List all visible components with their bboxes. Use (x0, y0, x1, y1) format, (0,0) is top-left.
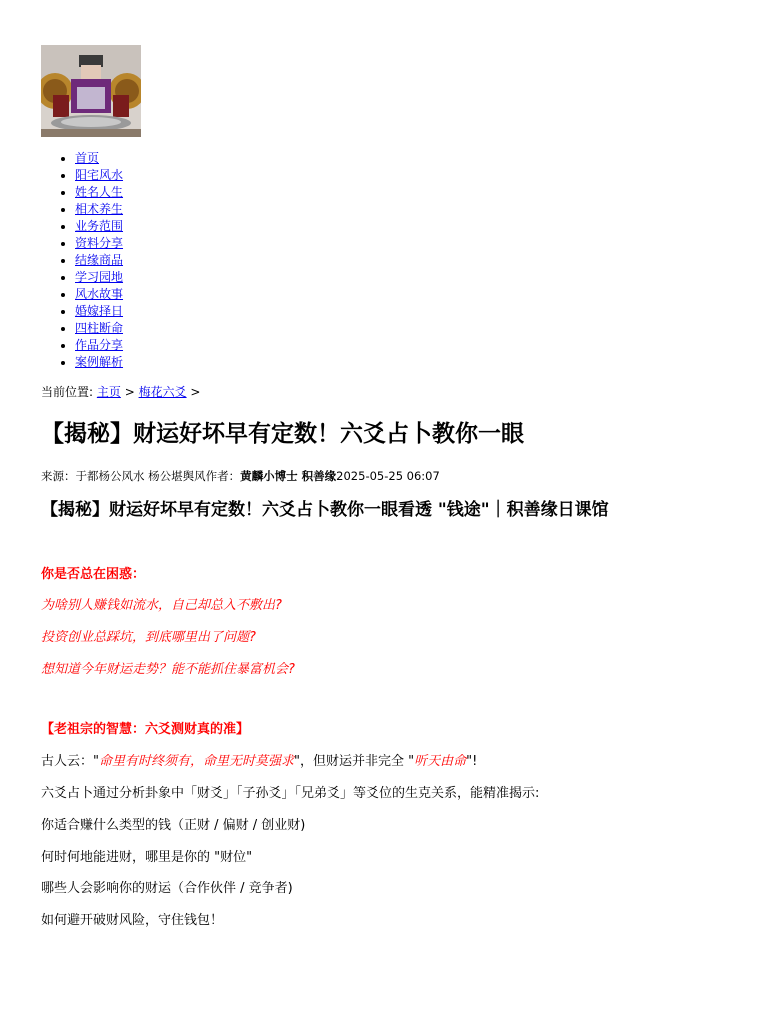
nav-item (75, 320, 123, 337)
nav-link-home[interactable]: 首页 (75, 151, 100, 165)
quote-paragraph (41, 753, 477, 771)
paragraph: 六爻占卜通过分析卦象中「财爻」「子孙爻」「兄弟爻」等爻位的生克关系，能精准揭示: (41, 786, 540, 801)
nav-link-wedding-dates[interactable]: 婚嫁择日 (75, 304, 124, 318)
quote-end: "! (466, 754, 478, 769)
breadcrumb (41, 384, 200, 400)
main-nav (43, 150, 123, 371)
nav-item (75, 269, 123, 286)
section-heading: 【老祖宗的智慧：六爻测财真的准】 (41, 722, 250, 737)
quote-text: 命里有时终须有，命里无时莫强求 (98, 754, 294, 769)
quote-prefix: 古人云：" (41, 754, 99, 769)
nav-item (75, 150, 123, 167)
breadcrumb-home-link[interactable]: 主页 (96, 385, 121, 399)
question-2: 投资创业总踩坑，到底哪里出了问题? (41, 630, 256, 645)
nav-link-products[interactable]: 结缘商品 (75, 253, 124, 267)
article-source: 来源：于都杨公风水 杨公堪舆风作者： (41, 469, 241, 483)
point-1: 你适合赚什么类型的钱（正财 / 偏财 / 创业财) (41, 818, 306, 833)
nav-link-yangzhai-fengshui[interactable]: 阳宅风水 (75, 168, 124, 182)
nav-link-learning[interactable]: 学习园地 (75, 270, 124, 284)
breadcrumb-prefix: 当前位置: (41, 385, 97, 399)
nav-item (75, 184, 123, 201)
nav-link-works[interactable]: 作品分享 (75, 338, 124, 352)
nav-item (75, 337, 123, 354)
point-4: 如何避开破财风险，守住钱包！ (41, 913, 224, 928)
nav-link-four-pillars[interactable]: 四柱断命 (75, 321, 124, 335)
article-meta (41, 468, 440, 484)
nav-link-services[interactable]: 业务范围 (75, 219, 124, 233)
article-date: 2025-05-25 06:07 (336, 469, 440, 483)
nav-item (75, 354, 123, 371)
article-subtitle: 【揭秘】财运好坏早有定数！六爻占卜教你一眼看透 "钱途"｜积善缘日课馆 (41, 500, 609, 520)
breadcrumb-separator: > (186, 385, 201, 399)
question-3: 想知道今年财运走势？能不能抓住暴富机会? (41, 662, 295, 677)
nav-link-resources[interactable]: 资料分享 (75, 236, 124, 250)
nav-item (75, 235, 123, 252)
point-3: 哪些人会影响你的财运（合作伙伴 / 竞争者) (41, 881, 293, 896)
question-heading: 你是否总在困惑： (41, 567, 146, 582)
nav-link-stories[interactable]: 风水故事 (75, 287, 124, 301)
point-2: 何时何地能进财，哪里是你的 "财位" (41, 850, 253, 865)
breadcrumb-category-link[interactable]: 梅花六爻 (138, 385, 187, 399)
nav-link-name-life[interactable]: 姓名人生 (75, 185, 124, 199)
nav-link-physiognomy[interactable]: 相术养生 (75, 202, 124, 216)
nav-item (75, 303, 123, 320)
question-1: 为啥别人赚钱如流水，自己却总入不敷出? (41, 598, 282, 613)
site-logo-image[interactable] (41, 45, 141, 137)
article-author: 黄麟小博士 积善缘 (240, 469, 337, 483)
nav-item (75, 286, 123, 303)
breadcrumb-separator: > (120, 385, 139, 399)
nav-item (75, 218, 123, 235)
quote-middle: "，但财运并非完全 " (294, 754, 415, 769)
nav-item (75, 201, 123, 218)
nav-link-cases[interactable]: 案例解析 (75, 355, 124, 369)
quote-text-2: 听天由命 (414, 754, 467, 769)
article-title: 【揭秘】财运好坏早有定数！六爻占卜教你一眼 (41, 421, 524, 447)
nav-item (75, 167, 123, 184)
nav-item (75, 252, 123, 269)
